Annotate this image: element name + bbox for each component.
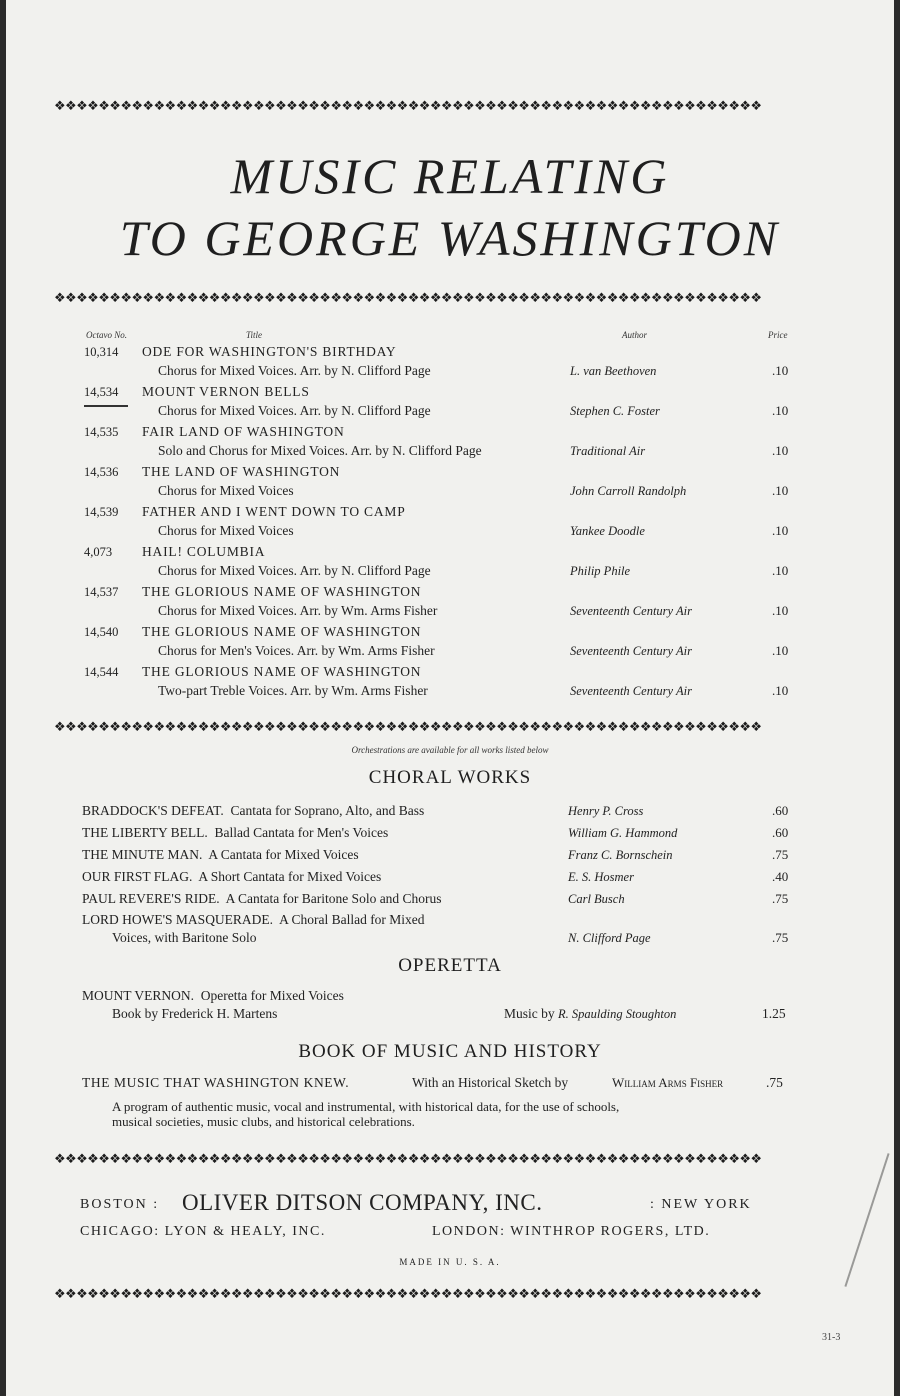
choral-item-line [82, 823, 388, 843]
octavo-title: HAIL! COLUMBIA [142, 544, 266, 559]
choral-item [0, 867, 900, 889]
number-underline [84, 405, 128, 407]
choral-item-line [82, 801, 424, 821]
octavo-item-detail [0, 641, 900, 661]
octavo-item-detail [0, 521, 900, 541]
octavo-desc: Chorus for Mixed Voices [158, 483, 294, 498]
octavo-item [0, 422, 900, 442]
octavo-title: THE LAND OF WASHINGTON [142, 464, 341, 479]
octavo-item [0, 582, 900, 602]
operetta-title-line [82, 986, 344, 1006]
octavo-price: .10 [772, 443, 789, 458]
octavo-number: 14,534 [84, 385, 119, 399]
ornament-border-bottom: ❖❖❖❖❖❖❖❖❖❖❖❖❖❖❖❖❖❖❖❖❖❖❖❖❖❖❖❖❖❖❖❖❖❖❖❖❖❖❖❖❖❖❖❖❖❖❖❖❖❖❖❖❖❖❖❖❖❖❖❖❖❖❖❖ [54, 1287, 762, 1302]
book-heading: BOOK OF MUSIC AND HISTORY [298, 1041, 602, 1062]
choral-item-line [82, 889, 442, 909]
octavo-number: 4,073 [84, 545, 113, 559]
page-code: 31-3 [822, 1332, 841, 1343]
octavo-item [0, 462, 900, 482]
header-title: Title [246, 330, 263, 340]
octavo-item [0, 622, 900, 642]
page-title-line1: MUSIC RELATING [230, 148, 670, 204]
book-blurb-row2 [0, 1112, 900, 1134]
book-blurb-line1: A program of authentic music, vocal and instrumental, with historical data, for the use of schools, [112, 1099, 620, 1114]
octavo-desc: Solo and Chorus for Mixed Voices. Arr. by N. Clifford Page [158, 443, 482, 458]
operetta-music-author: R. Spaulding Stoughton [558, 1007, 677, 1021]
choral-item-price: .60 [772, 825, 789, 840]
octavo-number: 14,535 [84, 425, 119, 439]
choral-item-author: William G. Hammond [568, 826, 678, 840]
choral-item-title: PAUL REVERE'S RIDE. [82, 891, 220, 906]
octavo-price: .10 [772, 643, 789, 658]
operetta-desc: Operetta for Mixed Voices [200, 988, 344, 1003]
choral-item-desc: A Cantata for Baritone Solo and Chorus [225, 891, 442, 906]
publisher-branches [80, 1224, 792, 1248]
octavo-title: THE GLORIOUS NAME OF WASHINGTON [142, 664, 422, 679]
octavo-price: .10 [772, 523, 789, 538]
operetta-music-prefix: Music by [504, 1006, 555, 1021]
operetta-book: Book by Frederick H. Martens [112, 1006, 278, 1021]
octavo-price: .10 [772, 483, 789, 498]
octavo-price: .10 [772, 403, 789, 418]
publisher-name: OLIVER DITSON COMPANY, INC. [182, 1190, 543, 1215]
octavo-item-detail [0, 601, 900, 621]
octavo-item [0, 662, 900, 682]
choral-item-author: Henry P. Cross [568, 804, 644, 818]
choral-item-price: .40 [772, 869, 789, 884]
octavo-desc: Chorus for Men's Voices. Arr. by Wm. Arms Fisher [158, 643, 435, 658]
octavo-item-detail [0, 361, 900, 381]
octavo-author: Traditional Air [570, 444, 646, 458]
octavo-author: Seventeenth Century Air [570, 684, 692, 698]
choral-item-price: .60 [772, 803, 789, 818]
choral-item-title: THE LIBERTY BELL. [82, 825, 208, 840]
choral-item-price: .75 [772, 930, 789, 945]
choral-item-author: Franz C. Bornschein [568, 848, 673, 862]
book-desc: With an Historical Sketch by [412, 1075, 569, 1090]
octavo-author: Seventeenth Century Air [570, 644, 692, 658]
octavo-author: Philip Phile [570, 564, 631, 578]
octavo-title: ODE FOR WASHINGTON'S BIRTHDAY [142, 344, 397, 359]
octavo-number: 14,539 [84, 505, 119, 519]
choral-item [0, 823, 900, 845]
publisher-line [80, 1192, 792, 1226]
octavo-desc: Two-part Treble Voices. Arr. by Wm. Arms Fisher [158, 683, 428, 698]
choral-item [0, 801, 900, 823]
choral-item-last-row2 [0, 928, 900, 950]
octavo-title: FATHER AND I WENT DOWN TO CAMP [142, 504, 406, 519]
choral-item-title: OUR FIRST FLAG. [82, 869, 193, 884]
ornament-border-lower: ❖❖❖❖❖❖❖❖❖❖❖❖❖❖❖❖❖❖❖❖❖❖❖❖❖❖❖❖❖❖❖❖❖❖❖❖❖❖❖❖❖❖❖❖❖❖❖❖❖❖❖❖❖❖❖❖❖❖❖❖❖❖❖❖ [54, 1152, 762, 1167]
header-author: Author [622, 330, 648, 340]
header-price: Price [768, 330, 788, 340]
book-row [0, 1073, 900, 1095]
book-price: .75 [766, 1075, 783, 1090]
publisher-boston: BOSTON : [80, 1197, 160, 1212]
octavo-price: .10 [772, 563, 789, 578]
operetta-price: 1.25 [762, 1006, 786, 1021]
choral-item-line [82, 867, 381, 887]
octavo-price: .10 [772, 603, 789, 618]
publisher-newyork: : NEW YORK [650, 1197, 752, 1212]
octavo-number: 10,314 [84, 345, 119, 359]
made-in-usa: MADE IN U. S. A. [399, 1257, 501, 1267]
octavo-author: Stephen C. Foster [570, 404, 660, 418]
ornament-border-middle: ❖❖❖❖❖❖❖❖❖❖❖❖❖❖❖❖❖❖❖❖❖❖❖❖❖❖❖❖❖❖❖❖❖❖❖❖❖❖❖❖❖❖❖❖❖❖❖❖❖❖❖❖❖❖❖❖❖❖❖❖❖❖❖❖ [54, 720, 762, 735]
choral-item-desc2: Voices, with Baritone Solo [112, 930, 257, 945]
octavo-item [0, 382, 900, 402]
book-blurb-line2: musical societies, music clubs, and historical celebrations. [112, 1114, 415, 1129]
octavo-number: 14,537 [84, 585, 119, 599]
octavo-title: THE GLORIOUS NAME OF WASHINGTON [142, 584, 422, 599]
choral-item-price: .75 [772, 891, 789, 906]
octavo-author: L. van Beethoven [570, 364, 657, 378]
orchestration-note: Orchestrations are available for all works listed below [351, 745, 549, 755]
octavo-item-detail [0, 441, 900, 461]
octavo-author: Seventeenth Century Air [570, 604, 692, 618]
octavo-desc: Chorus for Mixed Voices. Arr. by N. Clifford Page [158, 363, 431, 378]
page-title-line2: TO GEORGE WASHINGTON [119, 210, 781, 266]
octavo-desc: Chorus for Mixed Voices. Arr. by N. Clifford Page [158, 563, 431, 578]
octavo-item-detail [0, 401, 900, 421]
choral-item-author: N. Clifford Page [568, 931, 651, 945]
octavo-number: 14,540 [84, 625, 119, 639]
octavo-number: 14,536 [84, 465, 119, 479]
choral-item-author: Carl Busch [568, 892, 625, 906]
choral-item [0, 889, 900, 911]
octavo-item [0, 502, 900, 522]
octavo-desc: Chorus for Mixed Voices. Arr. by N. Clifford Page [158, 403, 431, 418]
choral-item-desc: Cantata for Soprano, Alto, and Bass [230, 803, 425, 818]
octavo-title: FAIR LAND OF WASHINGTON [142, 424, 345, 439]
octavo-author: Yankee Doodle [570, 524, 645, 538]
octavo-item-detail [0, 481, 900, 501]
operetta-row2 [0, 1004, 900, 1026]
operetta-music [504, 1004, 676, 1024]
octavo-item [0, 342, 900, 362]
choral-item-author: E. S. Hosmer [568, 870, 634, 884]
publisher-chicago: CHICAGO: LYON & HEALY, INC. [80, 1224, 326, 1239]
octavo-number: 14,544 [84, 665, 119, 679]
choral-item-desc: A Short Cantata for Mixed Voices [198, 869, 382, 884]
choral-item-title: BRADDOCK'S DEFEAT. [82, 803, 224, 818]
octavo-author: John Carroll Randolph [570, 484, 687, 498]
operetta-title: MOUNT VERNON. [82, 988, 195, 1003]
octavo-desc: Chorus for Mixed Voices [158, 523, 294, 538]
choral-item-desc: A Cantata for Mixed Voices [208, 847, 359, 862]
octavo-price: .10 [772, 363, 789, 378]
octavo-item-detail [0, 561, 900, 581]
choral-item-line [82, 845, 359, 865]
choral-item-title: LORD HOWE'S MASQUERADE. [82, 912, 274, 927]
choral-item-title: THE MINUTE MAN. [82, 847, 203, 862]
book-title: THE MUSIC THAT WASHINGTON KNEW. [82, 1075, 350, 1090]
ornament-border-top: ❖❖❖❖❖❖❖❖❖❖❖❖❖❖❖❖❖❖❖❖❖❖❖❖❖❖❖❖❖❖❖❖❖❖❖❖❖❖❖❖❖❖❖❖❖❖❖❖❖❖❖❖❖❖❖❖❖❖❖❖❖❖❖❖ [54, 99, 762, 114]
choral-heading: CHORAL WORKS [368, 767, 532, 788]
ornament-border-upper: ❖❖❖❖❖❖❖❖❖❖❖❖❖❖❖❖❖❖❖❖❖❖❖❖❖❖❖❖❖❖❖❖❖❖❖❖❖❖❖❖❖❖❖❖❖❖❖❖❖❖❖❖❖❖❖❖❖❖❖❖❖❖❖❖ [54, 291, 762, 306]
publisher-london: LONDON: WINTHROP ROGERS, LTD. [432, 1224, 711, 1239]
choral-item-last-line1 [82, 910, 425, 930]
header-octave: Octavo No. [86, 330, 127, 340]
choral-item [0, 845, 900, 867]
choral-item-desc: Ballad Cantata for Men's Voices [214, 825, 389, 840]
book-author: William Arms Fisher [612, 1075, 724, 1090]
choral-item-desc: A Choral Ballad for Mixed [279, 912, 425, 927]
octavo-item-detail [0, 681, 900, 701]
choral-item-price: .75 [772, 847, 789, 862]
operetta-heading: OPERETTA [398, 955, 502, 976]
octavo-price: .10 [772, 683, 789, 698]
octavo-title: MOUNT VERNON BELLS [142, 384, 310, 399]
octavo-desc: Chorus for Mixed Voices. Arr. by Wm. Arms Fisher [158, 603, 438, 618]
octavo-title: THE GLORIOUS NAME OF WASHINGTON [142, 624, 422, 639]
octavo-item [0, 542, 900, 562]
